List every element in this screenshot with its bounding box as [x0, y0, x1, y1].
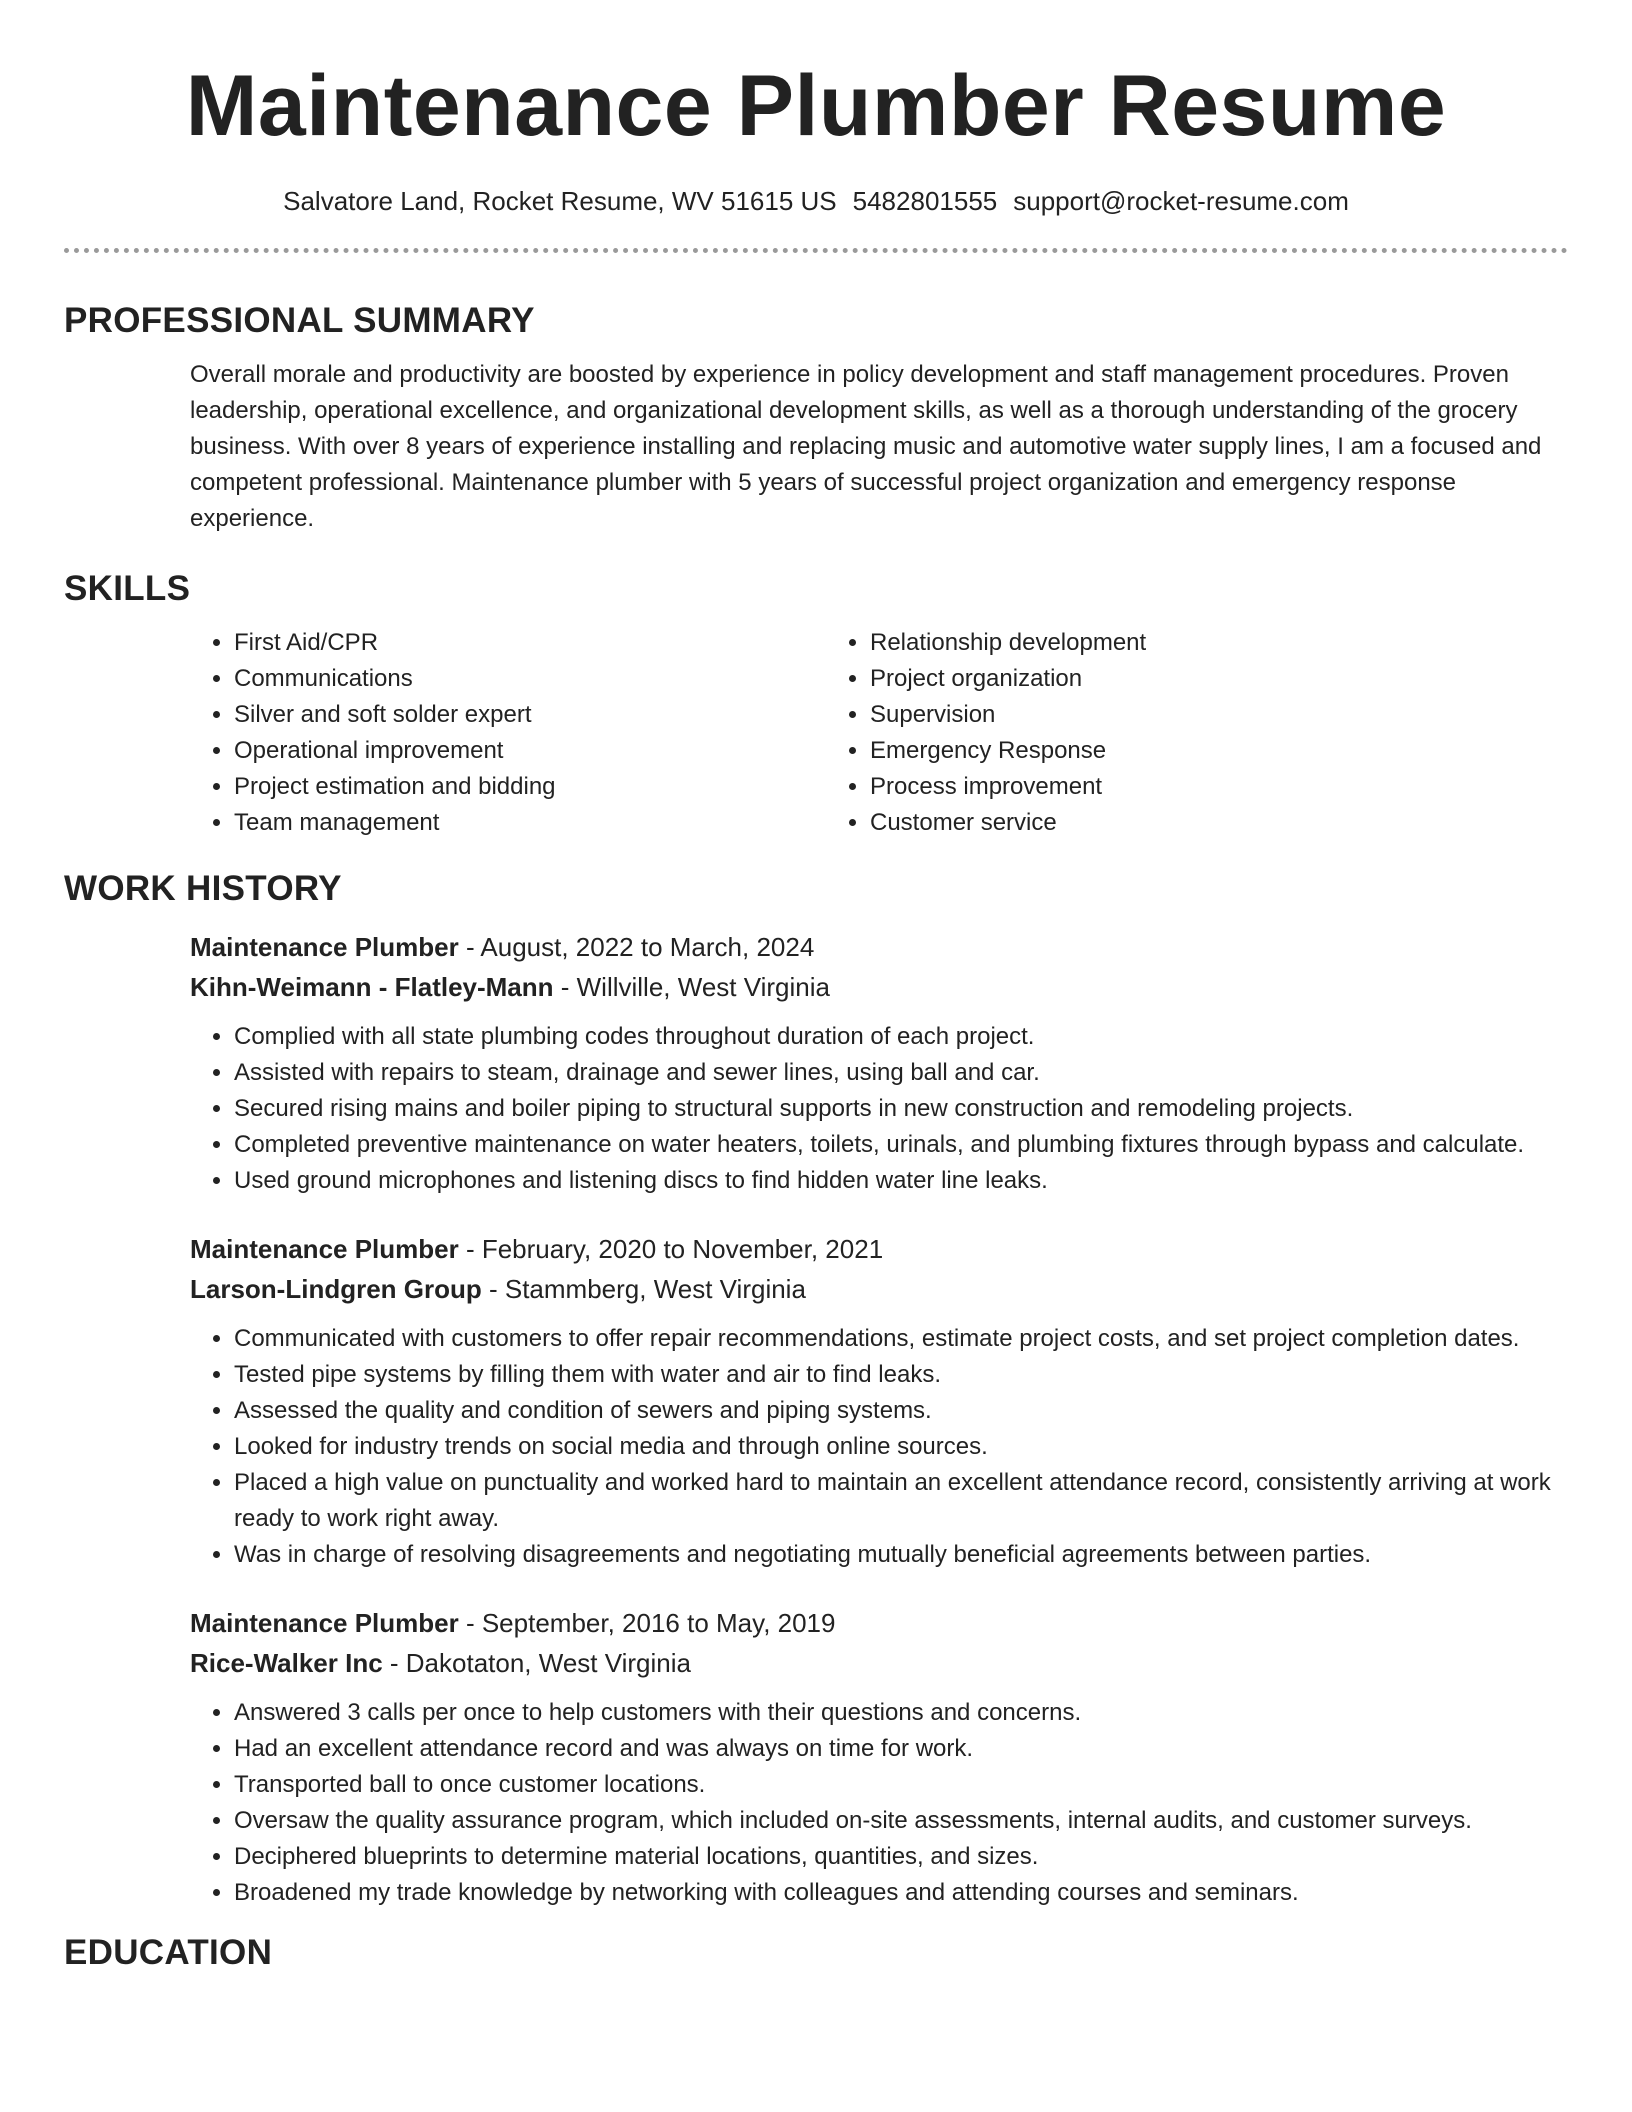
- job-title-line: [190, 1603, 1568, 1643]
- job-bullets: [190, 1019, 1568, 1199]
- section-title-work-history: WORK HISTORY: [64, 869, 342, 908]
- contact-phone: 5482801555: [852, 186, 998, 216]
- job-entry: [190, 1603, 1568, 1911]
- job-bullet: • Completed preventive maintenance on water heaters, toilets, urinals, and plumbing fixtures through bypass and calculate.: [234, 1127, 1568, 1163]
- contact-address: Salvatore Land, Rocket Resume, WV 51615 US: [283, 186, 837, 216]
- job-bullets: [190, 1695, 1568, 1911]
- header-divider: [64, 248, 1568, 253]
- job-bullet: • Secured rising mains and boiler piping to structural supports in new construction and remodeling projects.: [234, 1091, 1568, 1127]
- job-dates: - February, 2020 to November, 2021: [458, 1234, 884, 1264]
- resume-title: Maintenance Plumber Resume: [185, 58, 1447, 154]
- skills-column-left: [190, 625, 826, 841]
- job-bullet: • Used ground microphones and listening discs to find hidden water line leaks.: [234, 1163, 1568, 1199]
- skill-item: • Operational improvement: [234, 733, 826, 769]
- section-title-education: EDUCATION: [64, 1933, 273, 1972]
- job-bullet: • Transported ball to once customer locations.: [234, 1767, 1568, 1803]
- job-dates: - September, 2016 to May, 2019: [458, 1608, 836, 1638]
- job-entry: [190, 927, 1568, 1199]
- job-bullets: [190, 1321, 1568, 1573]
- job-company: Larson-Lindgren Group: [190, 1274, 482, 1304]
- skill-item: • Process improvement: [870, 769, 1146, 805]
- job-bullet: • Oversaw the quality assurance program, which included on-site assessments, internal audits, and customer surveys.: [234, 1803, 1568, 1839]
- skills-column-right: [826, 625, 1146, 841]
- summary-text: Overall morale and productivity are boosted by experience in policy development and staff management procedures. Proven leadership, operational excellence, and organizational development skills, as well as a thorough understanding of the grocery business. With over 8 years of experience installing and replacing music and automotive water supply lines, I am a focused and competent professional. Maintenance plumber with 5 years of successful project organization and emergency response experience.: [190, 361, 1542, 532]
- contact-email: support@rocket-resume.com: [1013, 186, 1349, 216]
- job-company-line: [190, 1269, 1568, 1309]
- job-company: Rice-Walker Inc: [190, 1648, 383, 1678]
- job-bullet: • Assisted with repairs to steam, drainage and sewer lines, using ball and car.: [234, 1055, 1568, 1091]
- skill-item: • Project estimation and bidding: [234, 769, 826, 805]
- skill-item: • Team management: [234, 805, 826, 841]
- skill-item: • Customer service: [870, 805, 1146, 841]
- job-bullet: • Communicated with customers to offer repair recommendations, estimate project costs, and set project completion dates.: [234, 1321, 1568, 1357]
- section-title-summary: PROFESSIONAL SUMMARY: [64, 301, 535, 340]
- job-bullet: • Was in charge of resolving disagreements and negotiating mutually beneficial agreements between parties.: [234, 1537, 1568, 1573]
- job-bullet: • Complied with all state plumbing codes throughout duration of each project.: [234, 1019, 1568, 1055]
- skill-item: • Emergency Response: [870, 733, 1146, 769]
- job-title: Maintenance Plumber: [190, 932, 459, 962]
- job-bullet: • Tested pipe systems by filling them with water and air to find leaks.: [234, 1357, 1568, 1393]
- skills-list: [190, 625, 1568, 841]
- skill-item: • Project organization: [870, 661, 1146, 697]
- job-location: - Willville, West Virginia: [553, 972, 830, 1002]
- job-bullet: • Broadened my trade knowledge by networking with colleagues and attending courses and seminars.: [234, 1875, 1568, 1911]
- job-bullet: • Assessed the quality and condition of sewers and piping systems.: [234, 1393, 1568, 1429]
- skill-item: • Silver and soft solder expert: [234, 697, 826, 733]
- job-location: - Dakotaton, West Virginia: [382, 1648, 691, 1678]
- job-bullet: • Had an excellent attendance record and was always on time for work.: [234, 1731, 1568, 1767]
- job-location: - Stammberg, West Virginia: [481, 1274, 806, 1304]
- skill-item: • First Aid/CPR: [234, 625, 826, 661]
- job-company-line: [190, 967, 1568, 1007]
- job-dates: - August, 2022 to March, 2024: [458, 932, 815, 962]
- skill-item: • Supervision: [870, 697, 1146, 733]
- job-title: Maintenance Plumber: [190, 1608, 459, 1638]
- section-title-skills: SKILLS: [64, 569, 191, 608]
- job-company-line: [190, 1643, 1568, 1683]
- job-bullet: • Looked for industry trends on social media and through online sources.: [234, 1429, 1568, 1465]
- job-company: Kihn-Weimann - Flatley-Mann: [190, 972, 554, 1002]
- job-bullet: • Placed a high value on punctuality and worked hard to maintain an excellent attendance record, consistently arriving at work ready to work right away.: [234, 1465, 1568, 1537]
- job-bullet: • Deciphered blueprints to determine material locations, quantities, and sizes.: [234, 1839, 1568, 1875]
- skill-item: • Relationship development: [870, 625, 1146, 661]
- skill-item: • Communications: [234, 661, 826, 697]
- job-title: Maintenance Plumber: [190, 1234, 459, 1264]
- job-bullet: • Answered 3 calls per once to help customers with their questions and concerns.: [234, 1695, 1568, 1731]
- contact-line: [64, 184, 1568, 218]
- job-title-line: [190, 927, 1568, 967]
- job-title-line: [190, 1229, 1568, 1269]
- job-entry: [190, 1229, 1568, 1573]
